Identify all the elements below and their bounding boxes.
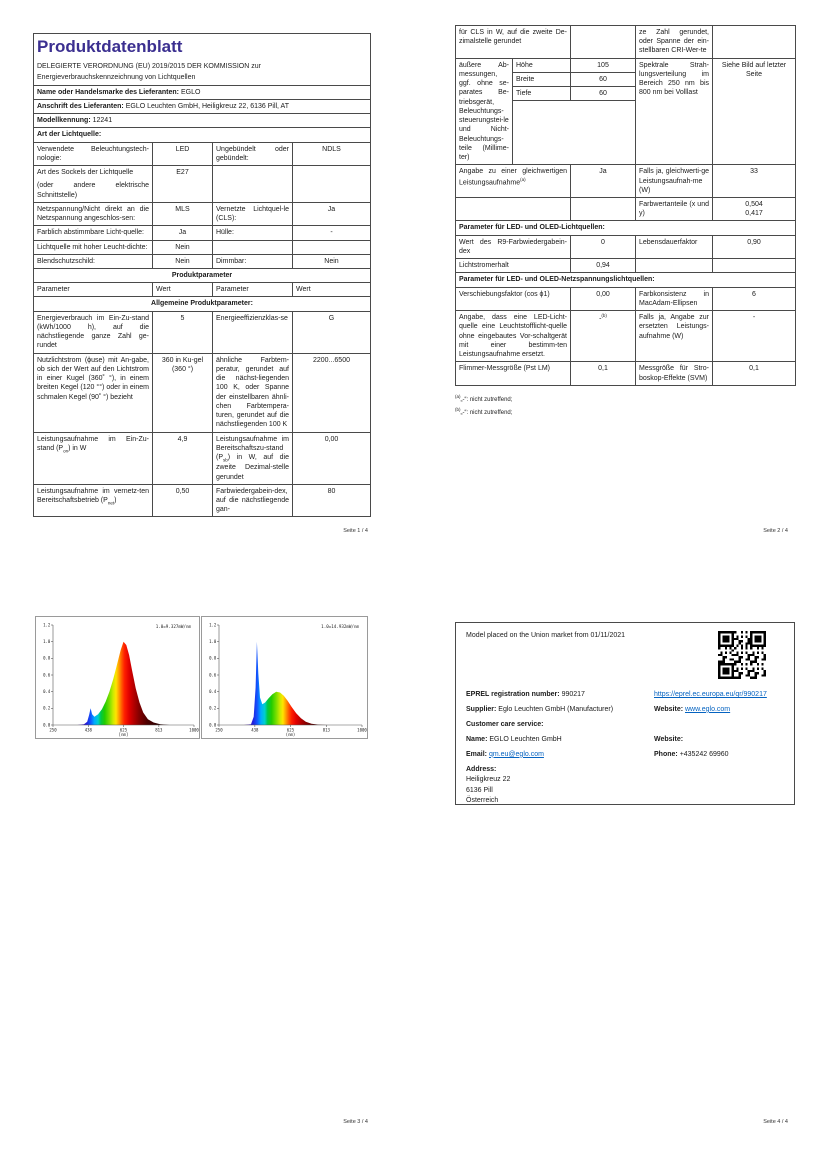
- address-line: Österreich: [466, 797, 499, 805]
- table-row: [456, 197, 796, 220]
- address-label: Anschrift des Lieferanten:: [37, 102, 124, 110]
- table-row: [34, 254, 371, 268]
- param-label-cell: Lichtstromerhalt: [456, 259, 571, 273]
- param-value-cell: NDLS: [293, 142, 371, 165]
- name-value: EGLO Leuchten GmbH: [489, 735, 562, 743]
- svg-text:1000: 1000: [189, 727, 199, 733]
- svg-text:1.2: 1.2: [43, 622, 51, 628]
- svg-text:1.2: 1.2: [209, 622, 217, 628]
- svg-text:0.2: 0.2: [43, 705, 51, 711]
- eprel-value: 990217: [561, 691, 585, 698]
- address-value: EGLO Leuchten GmbH, Heiligkreuz 22, 6136 Pill, AT: [125, 102, 289, 110]
- param-value-cell: Nein: [153, 254, 213, 268]
- address-line: 6136 Pill: [466, 786, 493, 794]
- param-value-cell: 80: [293, 484, 371, 517]
- param-value-cell: [571, 26, 636, 59]
- param-label-cell: Leistungsaufnahme im vernetz-ten Bereitschaftsbetrieb $(P_{net})$: [34, 484, 153, 517]
- address-row: [34, 99, 371, 113]
- table-row: [34, 432, 371, 484]
- table-row: [456, 311, 796, 362]
- param-label-cell: Nutzlichtstrom (ϕuse) mit An-gabe, ob sich der Wert auf den Lichtstrom in einer Kugel (360˚ °), in einem breiten Kegel (120 °°) oder in einem schmalen Kegel (90˚ °) bezieht: [34, 353, 153, 432]
- param-label-cell: Energieverbrauch im Ein-Zu-stand (kWh/1000 h), auf die nächstliegende ganze Zahl ge-rundet: [34, 311, 153, 353]
- table-row: [456, 165, 796, 198]
- model-row: [34, 114, 371, 128]
- supplier-label: Supplier:: [466, 705, 497, 713]
- svg-text:0.0: 0.0: [43, 722, 51, 728]
- table-row: [34, 142, 371, 165]
- svg-text:0.4: 0.4: [209, 689, 217, 695]
- website2-label: Website:: [654, 735, 684, 743]
- param-value-cell: 33: [713, 165, 796, 198]
- param-label-cell: Hülle:: [213, 226, 293, 240]
- produktparameter-header: Produktparameter: [34, 269, 371, 283]
- param-label-cell: Wert des R9-Farbwiedergabein-dex: [456, 235, 571, 258]
- eprel-link[interactable]: https://eprel.ec.europa.eu/qr/990217: [654, 691, 767, 698]
- param-label-cell: Falls ja, Angabe zur ersetzten Leistungs-aufnahme (W): [636, 311, 713, 362]
- param-value-cell: [293, 166, 371, 203]
- param-label-cell: Farblich abstimmbare Licht-quelle:: [34, 226, 153, 240]
- param-value-cell: [571, 197, 636, 220]
- param-value-cell: Ja: [153, 226, 213, 240]
- page-4: [455, 622, 795, 805]
- param-value-cell: -$^{(b)}$: [571, 311, 636, 362]
- svg-text:1.0: 1.0: [209, 639, 217, 645]
- col-header: Parameter: [34, 283, 153, 297]
- param-label-cell: Dimmbar:: [213, 254, 293, 268]
- email-link[interactable]: qm.eu@eglo.com: [488, 750, 544, 758]
- dimensions-label: äußere Ab-messungen, ggf. ohne se-parates Be-triebsgerät, Beleuchtungs-steuerungstei-le und Nicht-Beleuchtungs-teile (Millime-ter): [456, 59, 513, 165]
- param-label-cell: Flimmer-Messgröße (Pst LM): [456, 362, 571, 385]
- param-value-cell: Nein: [293, 254, 371, 268]
- svg-text:0.0: 0.0: [209, 722, 217, 728]
- param-value-cell: [713, 259, 796, 273]
- svg-text:0.8: 0.8: [43, 655, 51, 661]
- table-row: [456, 287, 796, 310]
- param-label-cell: Farbwiedergabein-dex, auf die nächstliegende gan-: [213, 484, 293, 517]
- svg-text:813: 813: [155, 727, 163, 733]
- param-label-cell: Farbkonsistenz in MacAdam-Ellipsen: [636, 287, 713, 310]
- page-footer-3: Seite 3 / 4: [343, 1119, 368, 1125]
- table-row: [34, 240, 371, 254]
- spectral-chart-warm: [35, 616, 200, 739]
- col-header: Wert: [293, 283, 371, 297]
- param-value-cell: LED: [153, 142, 213, 165]
- supplier-value: Eglo Leuchten GmbH (Manufacturer): [498, 705, 614, 713]
- svg-text:0.6: 0.6: [209, 672, 217, 678]
- param-label-cell: ähnliche Farbtem-peratur, gerundet auf die nächst-liegenden 100 K, oder Spanne der einstellbaren ähnli-chen Farbtempera-turen, gerundet auf die nächstliegenden 100 K: [213, 353, 293, 432]
- page-footer-4: Seite 4 / 4: [763, 1119, 788, 1125]
- supplier-label: Name oder Handelsmarke des Lieferanten:: [37, 88, 179, 96]
- param-value-cell: 0,00: [571, 287, 636, 310]
- allgemeine-header: Allgemeine Produktparameter:: [34, 297, 371, 311]
- svg-text:1000: 1000: [357, 727, 367, 733]
- param-label-cell: Leistungsaufnahme im Bereitschaftszu-stand $(P_{sb})$ in W, auf die zweite Dezimal-stelle gerundet: [213, 432, 293, 484]
- footnote-b: $^{(b)}$„-“: nicht zutreffend;: [455, 407, 513, 417]
- model-value: 12241: [92, 117, 113, 125]
- section-header-row: [34, 297, 371, 311]
- param-label-cell: Blendschutzschild:: [34, 254, 153, 268]
- led-section-header: Parameter für LED- und OLED-Lichtquellen:: [456, 221, 796, 235]
- dimension-item: Breite 60: [513, 73, 635, 87]
- param-label-cell: ze Zahl gerundet, oder Spanne der ein-stellbaren CRI-Wer-te: [636, 26, 713, 59]
- qr-code: [718, 631, 766, 679]
- param-label-cell: Angabe zu einer gleichwertigen Leistungsaufnahme$^{(a)}$: [456, 165, 571, 198]
- customer-care-header: Customer care service:: [466, 720, 544, 728]
- param-value-cell: 0,1: [713, 362, 796, 385]
- page2-table: [455, 25, 796, 386]
- table-row: [34, 202, 371, 225]
- svg-text:813: 813: [322, 727, 330, 733]
- svg-text:438: 438: [251, 727, 259, 733]
- param-value-cell: 0,94: [571, 259, 636, 273]
- website-label: Website:: [654, 705, 684, 713]
- param-value-cell: 0: [571, 235, 636, 258]
- table-row: [34, 484, 371, 517]
- phone-label: Phone:: [654, 750, 678, 758]
- param-label-cell: Lebensdauerfaktor: [636, 235, 713, 258]
- param-label-cell: Falls ja, gleichwerti-ge Leistungsaufnah-me (W): [636, 165, 713, 198]
- dimensions-row: [456, 58, 796, 165]
- svg-text:625: 625: [286, 727, 295, 733]
- supplier-row: [34, 85, 371, 99]
- param-value-cell: 4,9: [153, 432, 213, 484]
- page1-table: [33, 33, 371, 517]
- param-value-cell: G: [293, 311, 371, 353]
- param-value-cell: 0,1: [571, 362, 636, 385]
- param-value-cell: Nein: [153, 240, 213, 254]
- svg-text:0.8: 0.8: [209, 655, 217, 661]
- param-label-cell: Energieeffizienzklas-se: [213, 311, 293, 353]
- param-value-cell: 360 in Ku-gel (360 °): [153, 353, 213, 432]
- svg-text:(nm): (nm): [285, 732, 296, 737]
- table-row: [456, 26, 796, 59]
- param-value-cell: 6: [713, 287, 796, 310]
- page-title: Produktdatenblatt: [37, 37, 183, 56]
- param-value-cell: 2200...6500: [293, 353, 371, 432]
- param-label-cell: für CLS in W, auf die zweite De-zimalstelle gerundet: [456, 26, 571, 59]
- model-label: Modellkennung:: [37, 117, 91, 125]
- table-row: [34, 311, 371, 353]
- param-value-cell: Ja: [571, 165, 636, 198]
- table-row: [456, 362, 796, 385]
- param-value-cell: -: [713, 311, 796, 362]
- type-header-row: [34, 128, 371, 142]
- param-label-cell: Leistungsaufnahme im Ein-Zu-stand $(P_{on})$ in W: [34, 432, 153, 484]
- param-label-cell: Lichtquelle mit hoher Leucht-dichte:: [34, 240, 153, 254]
- website-link[interactable]: www.eglo.com: [685, 705, 731, 713]
- param-value-cell: 0,90: [713, 235, 796, 258]
- type-header: Art der Lichtquelle:: [34, 128, 371, 142]
- param-label-cell: [213, 166, 293, 203]
- param-value-cell: 0,00: [293, 432, 371, 484]
- regulation-text: DELEGIERTE VERORDNUNG (EU) 2019/2015 DER KOMMISSION zur Energieverbrauchskennzeichnung von Lichtquellen: [37, 63, 261, 81]
- section-header-row: [456, 221, 796, 235]
- section-header-row: [456, 273, 796, 287]
- param-label-cell: Spektrale Strah-lungsverteilung im Bereich 250 nm bis 800 nm bei Volllast: [636, 58, 713, 165]
- svg-text:0.2: 0.2: [209, 705, 217, 711]
- address-line: Heiligkreuz 22: [466, 776, 511, 784]
- mains-section-header: Parameter für LED- und OLED-Netzspannungslichtquellen:: [456, 273, 796, 287]
- param-value-cell: [713, 26, 796, 59]
- eprel-label: EPREL registration number:: [466, 691, 560, 698]
- svg-text:1.0: 1.0: [43, 639, 51, 645]
- param-value-cell: MLS: [153, 202, 213, 225]
- svg-text:[nm]: [nm]: [118, 732, 129, 737]
- param-label-cell: [213, 240, 293, 254]
- svg-text:250: 250: [215, 727, 223, 733]
- svg-text:250: 250: [49, 727, 57, 733]
- table-row: [34, 166, 371, 203]
- dimension-item: Höhe 105: [513, 59, 635, 73]
- param-label-cell: Art des Sockels der Lichtquelle (oder andere elektrische Schnittstelle): [34, 166, 153, 203]
- table-row: [34, 226, 371, 240]
- page-footer-2: Seite 2 / 4: [763, 528, 788, 534]
- param-label-cell: Vernetzte Lichtquel-le (CLS):: [213, 202, 293, 225]
- svg-text:625: 625: [119, 727, 128, 733]
- param-label-cell: Ungebündelt oder gebündelt:: [213, 142, 293, 165]
- svg-text:1.0=14.932mW/nm: 1.0=14.932mW/nm: [321, 624, 359, 629]
- param-value-cell: 0,504 0,417: [713, 197, 796, 220]
- param-value-cell: Siehe Bild auf letzter Seite: [713, 58, 796, 165]
- footnotes: [455, 393, 795, 420]
- address-block: [466, 765, 784, 807]
- market-line: Model placed on the Union market from 01/11/2021: [466, 632, 626, 639]
- param-value-cell: Ja: [293, 202, 371, 225]
- footnote-a: $^{(a)}$„-“: nicht zutreffend;: [455, 393, 513, 403]
- phone-value: +435242 69960: [679, 750, 729, 758]
- param-value-cell: 5: [153, 311, 213, 353]
- param-label-cell: Angabe, dass eine LED-Licht-quelle eine Leuchtstofflicht-quelle ohne eingebautes Vor-schaltgerät mit einer bestimm-ten Leistungsaufnahme ersetzt.: [456, 311, 571, 362]
- spectral-chart-cool: [201, 616, 368, 739]
- table-row: [456, 235, 796, 258]
- address-label: Address:: [466, 765, 497, 773]
- col-header: Parameter: [213, 283, 293, 297]
- page-1: [33, 33, 370, 517]
- email-label: Email:: [466, 750, 488, 758]
- supplier-value: EGLO: [180, 88, 201, 96]
- table-row: [34, 353, 371, 432]
- svg-text:0.6: 0.6: [43, 672, 51, 678]
- param-label-cell: Verschiebungsfaktor (cos ϕ1): [456, 287, 571, 310]
- param-label-cell: [636, 259, 713, 273]
- section-header-row: [34, 269, 371, 283]
- param-label-cell: [456, 197, 571, 220]
- svg-text:1.0=9.327mW/nm: 1.0=9.327mW/nm: [155, 624, 191, 629]
- param-value-cell: E27: [153, 166, 213, 203]
- page-footer-1: Seite 1 / 4: [343, 528, 368, 534]
- column-header-row: [34, 283, 371, 297]
- table-row: [34, 34, 371, 86]
- param-label-cell: Messgröße für Stro-boskop-Effekte (SVM): [636, 362, 713, 385]
- svg-text:0.4: 0.4: [43, 689, 51, 695]
- table-row: [456, 259, 796, 273]
- param-label-cell: Verwendete Beleuchtungstech-nologie:: [34, 142, 153, 165]
- col-header: Wert: [153, 283, 213, 297]
- page-2: [455, 25, 795, 420]
- dimension-item: Tiefe 60: [513, 87, 635, 101]
- param-value-cell: [293, 240, 371, 254]
- svg-text:438: 438: [84, 727, 92, 733]
- param-label-cell: Netzspannung/Nicht direkt an die Netzspannung angeschlos-sen:: [34, 202, 153, 225]
- param-value-cell: 0,50: [153, 484, 213, 517]
- param-value-cell: -: [293, 226, 371, 240]
- page-3: [35, 616, 370, 741]
- name-label: Name:: [466, 735, 488, 743]
- param-label-cell: Farbwertanteile (x und y): [636, 197, 713, 220]
